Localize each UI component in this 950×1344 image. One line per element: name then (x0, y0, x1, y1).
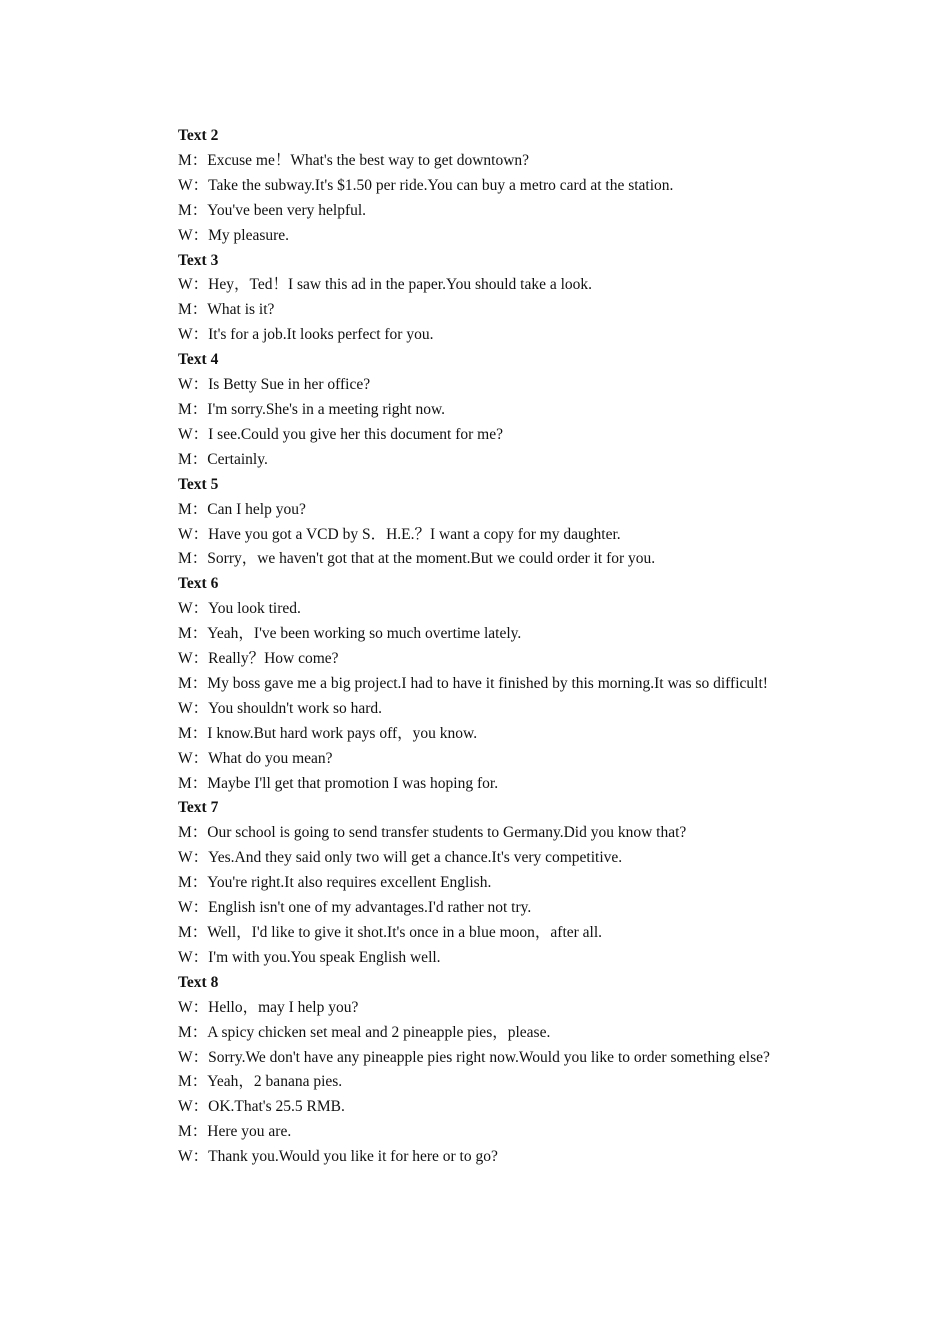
dialogue-line: M：I'm sorry.She's in a meeting right now. (178, 400, 446, 418)
section-heading: Text 8 (178, 973, 219, 991)
section-heading: Text 4 (178, 351, 219, 369)
dialogue-line: M：You've been very helpful. (178, 201, 367, 219)
dialogue-line: W：Thank you.Would you like it for here or to go? (178, 1148, 498, 1166)
dialogue-line: W：What do you mean? (178, 749, 333, 767)
dialogue-line: W：You look tired. (178, 600, 301, 618)
dialogue-line: W：Is Betty Sue in her office? (178, 376, 371, 394)
dialogue-line: M：Sorry，we haven't got that at the moment.But we could order it for you. (178, 550, 656, 568)
dialogue-line: M：Well，I'd like to give it shot.It's once in a blue moon，after all. (178, 924, 603, 941)
dialogue-line: W：Sorry.We don't have any pineapple pies right now.Would you like to order something else? (178, 1048, 770, 1066)
dialogue-line: W：My pleasure. (178, 226, 290, 244)
dialogue-line: M：What is it? (178, 301, 275, 319)
section-heading: Text 6 (178, 575, 219, 593)
dialogue-line: W：Have you got a VCD by S．H.E.？I want a copy for my daughter. (178, 525, 621, 543)
section-heading: Text 5 (178, 475, 219, 493)
dialogue-line: W：Take the subway.It's $1.50 per ride.You can buy a metro card at the station. (178, 176, 674, 194)
dialogue-line: W：English isn't one of my advantages.I'd rather not try. (178, 899, 532, 917)
dialogue-line: M：Certainly. (178, 450, 268, 468)
dialogue-line: M：I know.But hard work pays off，you know. (178, 724, 478, 742)
document-page (144, 124, 805, 1170)
dialogue-line: M：You're right.It also requires excellent English. (178, 874, 492, 892)
dialogue-line: M：Our school is going to send transfer students to Germany.Did you know that? (178, 824, 687, 842)
dialogue-line: W：Yes.And they said only two will get a chance.It's very competitive. (178, 849, 623, 867)
dialogue-line: M：Excuse me！What's the best way to get downtown? (178, 151, 530, 169)
dialogue-line: W：I see.Could you give her this document for me? (178, 425, 503, 443)
dialogue-line: W：It's for a job.It looks perfect for you. (178, 326, 434, 344)
dialogue-line: M：Here you are. (178, 1123, 292, 1141)
dialogue-line: W：OK.That's 25.5 RMB. (178, 1098, 345, 1116)
dialogue-line: M：My boss gave me a big project.I had to have it finished by this morning.It was so difficult! (178, 674, 768, 692)
dialogue-line: M：Maybe I'll get that promotion I was hoping for. (178, 774, 499, 792)
section-heading: Text 7 (178, 799, 219, 817)
dialogue-line: W：Hey，Ted！I saw this ad in the paper.You should take a look. (178, 276, 593, 294)
dialogue-line: W：I'm with you.You speak English well. (178, 948, 441, 966)
dialogue-line: W：Really？How come? (178, 650, 339, 668)
section-heading: Text 3 (178, 251, 219, 269)
dialogue-line: M：Can I help you? (178, 500, 306, 518)
section-heading: Text 2 (178, 127, 219, 144)
dialogue-line: W：You shouldn't work so hard. (178, 699, 383, 717)
dialogue-line: M：Yeah，I've been working so much overtime lately. (178, 625, 522, 643)
dialogue-line: M：A spicy chicken set meal and 2 pineapple pies，please. (178, 1023, 551, 1041)
dialogue-line: M：Yeah，2 banana pies. (178, 1073, 343, 1091)
dialogue-line: W：Hello，may I help you? (178, 998, 359, 1016)
